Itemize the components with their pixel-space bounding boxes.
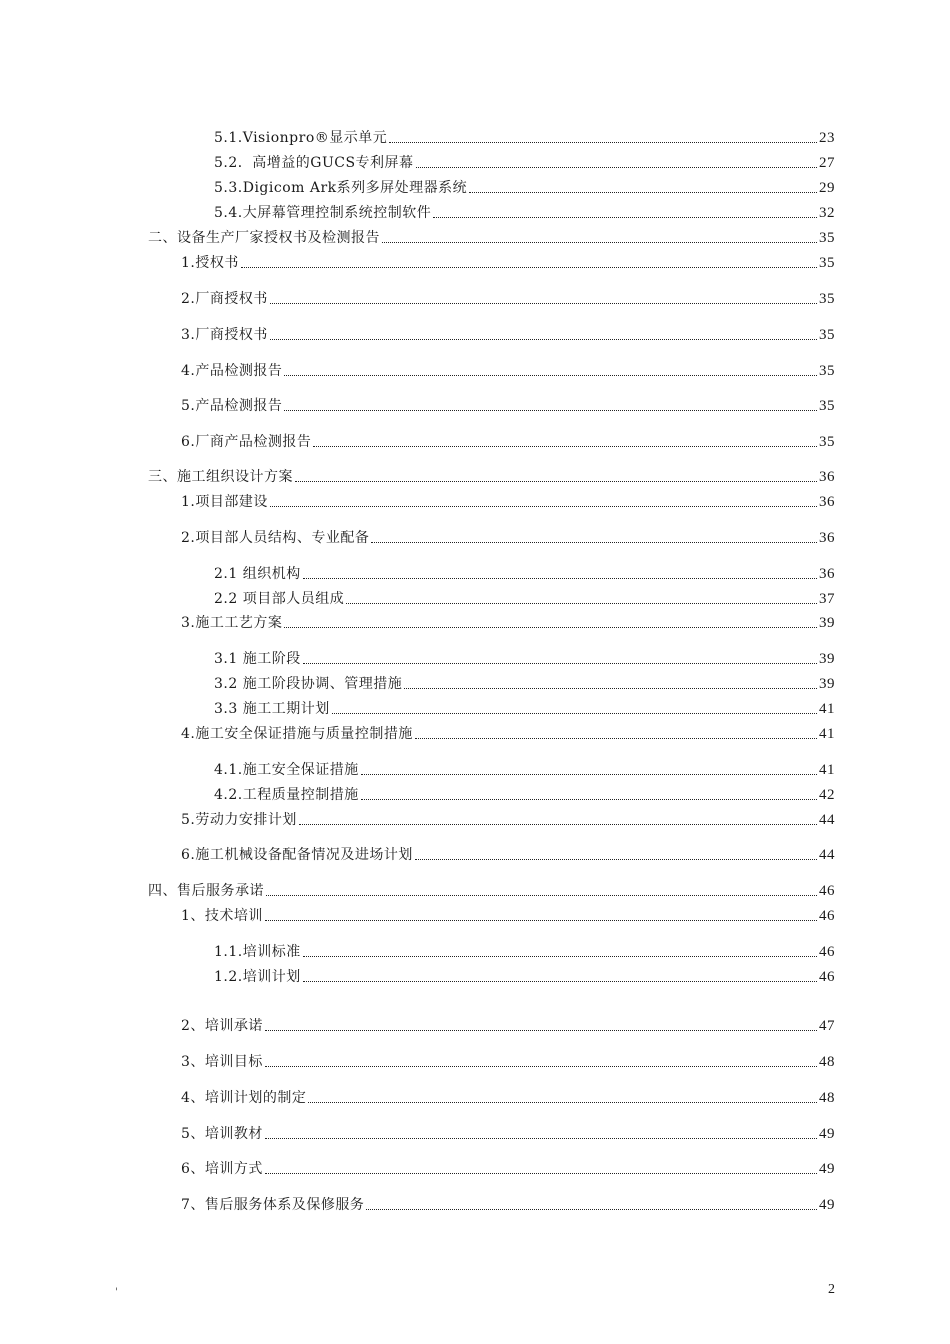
toc-entry[interactable]: [181, 324, 835, 344]
toc-entry[interactable]: [181, 1194, 835, 1214]
toc-entry-page: 44: [819, 847, 835, 863]
toc-entry[interactable]: [181, 1015, 835, 1035]
toc-entry-page: 36: [819, 530, 835, 546]
toc-entry[interactable]: [181, 1087, 835, 1107]
toc-leader: [361, 798, 817, 800]
toc-entry[interactable]: [214, 941, 835, 961]
toc-entry-page: 44: [819, 812, 835, 828]
toc-entry-page: 48: [819, 1090, 835, 1106]
toc-entry-page: 39: [819, 651, 835, 667]
toc-entry-label: 4.2.工程质量控制措施: [214, 787, 359, 803]
toc-entry[interactable]: [181, 905, 835, 925]
toc-entry-label: 二、设备生产厂家授权书及检测报告: [148, 230, 380, 246]
toc-entry-label: 6、培训方式: [181, 1161, 263, 1177]
toc-entry[interactable]: [181, 527, 835, 547]
toc-entry-label: 3.1 施工阶段: [214, 651, 301, 667]
toc-entry-label: 6.厂商产品检测报告: [181, 434, 312, 450]
toc-entry-page: 49: [819, 1197, 835, 1213]
toc-entry-label: 5.2．高增益的GUCS专利屏幕: [214, 155, 414, 171]
toc-entry-label: 1.1.培训标准: [214, 944, 301, 960]
toc-entry-page: 29: [819, 180, 835, 196]
toc-leader: [332, 712, 817, 714]
toc-entry-label: 5、培训教材: [181, 1126, 263, 1142]
toc-entry[interactable]: [214, 152, 835, 172]
toc-leader: [303, 955, 817, 957]
toc-entry-label: 1.2.培训计划: [214, 969, 301, 985]
toc-entry[interactable]: [214, 698, 835, 718]
toc-entry-label: 2.项目部人员结构、专业配备: [181, 530, 370, 546]
toc-entry[interactable]: [214, 127, 835, 147]
toc-entry[interactable]: [181, 1158, 835, 1178]
toc-entry[interactable]: [214, 784, 835, 804]
toc-leader: [366, 1208, 817, 1210]
toc-leader: [415, 858, 817, 860]
toc-entry-page: 39: [819, 676, 835, 692]
toc-entry-page: 36: [819, 566, 835, 582]
toc-entry-label: 2.2 项目部人员组成: [214, 591, 345, 607]
toc-entry-page: 36: [819, 494, 835, 510]
toc-entry[interactable]: [148, 227, 835, 247]
toc-leader: [416, 166, 817, 168]
toc-entry-page: 46: [819, 969, 835, 985]
toc-entry-page: 36: [819, 469, 835, 485]
footer-mark: ': [115, 1287, 118, 1298]
toc-leader: [241, 266, 817, 268]
toc-entry-label: 3.厂商授权书: [181, 327, 268, 343]
toc-entry[interactable]: [214, 202, 835, 222]
toc-entry-label: 7、售后服务体系及保修服务: [181, 1197, 365, 1213]
toc-entry-page: 35: [819, 255, 835, 271]
toc-entry-page: 46: [819, 908, 835, 924]
toc-entry[interactable]: [214, 759, 835, 779]
toc-leader: [415, 737, 817, 739]
toc-leader: [265, 919, 817, 921]
toc-entry-label: 3.2 施工阶段协调、管理措施: [214, 676, 403, 692]
toc-leader: [433, 216, 817, 218]
toc-entry[interactable]: [181, 844, 835, 864]
toc-entry-label: 2.1 组织机构: [214, 566, 301, 582]
toc-leader: [371, 541, 817, 543]
toc-entry-page: 37: [819, 591, 835, 607]
toc-entry[interactable]: [214, 177, 835, 197]
toc-entry-page: 46: [819, 883, 835, 899]
toc-entry[interactable]: [148, 466, 835, 486]
toc-leader: [303, 662, 817, 664]
toc-leader: [313, 445, 817, 447]
toc-entry-page: 41: [819, 726, 835, 742]
toc-entry-label: 5.1.Visionpro®显示单元: [214, 130, 388, 146]
toc-leader: [270, 302, 817, 304]
toc-leader: [265, 1172, 817, 1174]
toc-entry[interactable]: [214, 588, 835, 608]
toc-entry-label: 2、培训承诺: [181, 1018, 263, 1034]
toc-entry[interactable]: [181, 809, 835, 829]
toc-entry-label: 2.厂商授权书: [181, 291, 268, 307]
toc-leader: [361, 773, 817, 775]
toc-entry-page: 47: [819, 1018, 835, 1034]
toc-entry-label: 三、施工组织设计方案: [148, 469, 293, 485]
toc-leader: [284, 374, 817, 376]
toc-entry[interactable]: [181, 1123, 835, 1143]
toc-leader: [346, 602, 817, 604]
toc-entry-label: 4.1.施工安全保证措施: [214, 762, 359, 778]
toc-entry-label: 3.施工工艺方案: [181, 615, 283, 631]
toc-leader: [270, 338, 817, 340]
toc-entry[interactable]: [214, 648, 835, 668]
toc-leader: [382, 241, 817, 243]
toc-entry-label: 5.3.Digicom Ark系列多屏处理器系统: [214, 180, 468, 196]
toc-entry[interactable]: [181, 288, 835, 308]
toc-entry-page: 35: [819, 363, 835, 379]
toc-entry-label: 1.授权书: [181, 255, 239, 271]
toc-entry-page: 32: [819, 205, 835, 221]
toc-entry-page: 35: [819, 291, 835, 307]
toc-entry-label: 1、技术培训: [181, 908, 263, 924]
toc-entry-page: 27: [819, 155, 835, 171]
toc-entry[interactable]: [181, 395, 835, 415]
toc-entry-label: 3.3 施工工期计划: [214, 701, 330, 717]
toc-leader: [266, 894, 817, 896]
toc-leader: [284, 409, 817, 411]
toc-entry-page: 35: [819, 398, 835, 414]
toc-entry[interactable]: [181, 723, 835, 743]
toc-entry[interactable]: [181, 612, 835, 632]
toc-entry[interactable]: [181, 1051, 835, 1071]
toc-entry-label: 4.施工安全保证措施与质量控制措施: [181, 726, 413, 742]
toc-entry-page: 23: [819, 130, 835, 146]
toc-leader: [265, 1065, 817, 1067]
toc-entry-label: 3、培训目标: [181, 1054, 263, 1070]
toc-leader: [389, 141, 817, 143]
toc-entry-label: 5.劳动力安排计划: [181, 812, 297, 828]
toc-entry-page: 49: [819, 1126, 835, 1142]
toc-entry-label: 1.项目部建设: [181, 494, 268, 510]
toc-leader: [265, 1029, 817, 1031]
toc-entry[interactable]: [181, 360, 835, 380]
toc-leader: [469, 191, 817, 193]
toc-entry[interactable]: [181, 252, 835, 272]
toc-leader: [299, 823, 817, 825]
toc-entry-label: 6.施工机械设备配备情况及进场计划: [181, 847, 413, 863]
toc-leader: [284, 626, 817, 628]
page-number: 2: [828, 1282, 835, 1297]
toc-entry-page: 42: [819, 787, 835, 803]
toc-leader: [270, 505, 817, 507]
toc-leader: [265, 1137, 817, 1139]
toc-entry-label: 4、培训计划的制定: [181, 1090, 307, 1106]
toc-leader: [303, 980, 817, 982]
toc-entry[interactable]: [214, 563, 835, 583]
toc-entry-label: 5.4.大屏幕管理控制系统控制软件: [214, 205, 432, 221]
toc-entry[interactable]: [214, 966, 835, 986]
toc-entry-label: 4.产品检测报告: [181, 363, 283, 379]
toc-entry-page: 48: [819, 1054, 835, 1070]
toc-entry[interactable]: [181, 491, 835, 511]
toc-entry[interactable]: [148, 880, 835, 900]
toc-leader: [295, 480, 817, 482]
toc-entry-page: 46: [819, 944, 835, 960]
toc-entry-label: 四、售后服务承诺: [148, 883, 264, 899]
toc-leader: [308, 1101, 817, 1103]
toc-entry-page: 49: [819, 1161, 835, 1177]
toc-entry-page: 41: [819, 762, 835, 778]
toc-leader: [404, 687, 817, 689]
toc-entry-page: 39: [819, 615, 835, 631]
toc-entry-label: 5.产品检测报告: [181, 398, 283, 414]
toc-entry-page: 35: [819, 434, 835, 450]
toc-entry[interactable]: [181, 431, 835, 451]
toc-entry-page: 35: [819, 230, 835, 246]
toc-entry[interactable]: [214, 673, 835, 693]
toc-leader: [303, 577, 817, 579]
toc-entry-page: 35: [819, 327, 835, 343]
toc-entry-page: 41: [819, 701, 835, 717]
